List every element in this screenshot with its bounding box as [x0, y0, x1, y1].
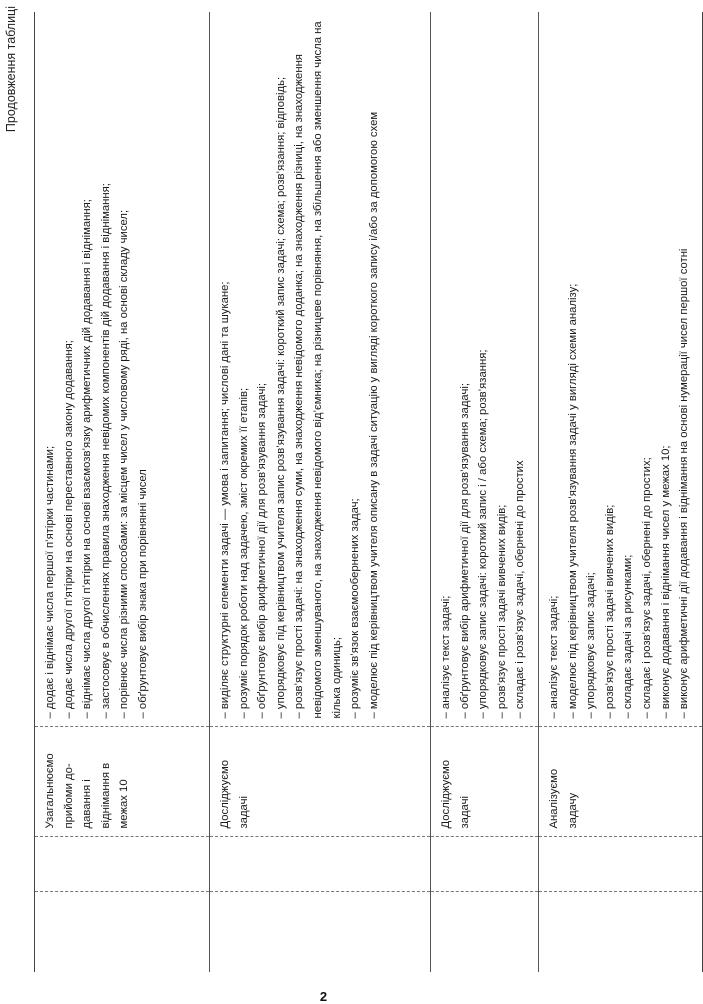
list-item: – аналізує текст задачі; [440, 595, 452, 719]
outcomes-table [34, 12, 703, 972]
list-item: – складає задачі за рисунками; [622, 554, 635, 719]
list-item: – упорядковує під керівництвом учителя запис розв’язування задачі: короткий запис задачі; схема; розв’язання; відповідь; [274, 76, 287, 719]
list-item: – додає числа другої п’ятірки на основі переставного закону додавання; [62, 340, 75, 719]
list-item: – обґрунтовує вибір знака при порівнянні чисел [136, 469, 149, 719]
results-cell [539, 12, 703, 727]
list-item: – розв’язує прості задачі вивчених видів; [603, 504, 616, 719]
list-item: – упорядковує запис задачі: короткий запис і / або схема; розв’язання; [477, 349, 490, 719]
results-list [545, 20, 694, 719]
empty-cell [539, 892, 703, 972]
list-item: – додає і віднімає числа першої п’ятірки частинами; [44, 445, 56, 719]
table-row [431, 12, 539, 972]
list-item: – обґрунтовує вибір арифметичної дії для розв’язування задачі; [256, 382, 269, 719]
empty-cell [431, 892, 539, 972]
list-item: – виконує додавання і віднімання чисел у межах 10; [659, 445, 672, 719]
list-item: – аналізує текст задачі; [548, 595, 560, 719]
page-number: 2 [319, 988, 328, 1004]
list-item: – розуміє порядок роботи над задачею, зміст окремих її етапів; [237, 387, 250, 719]
empty-cell [539, 837, 703, 892]
stage-cell: Аналізуємо задачу [539, 727, 703, 837]
list-item: – моделює під керівництвом учителя описану в задачі ситуацію у вигляді короткого запису і/або за допомогою схем [367, 111, 380, 719]
list-item: – складає і розв’язує задачі, обернені до простих; [640, 457, 653, 719]
empty-cell [35, 837, 210, 892]
list-item: – упорядковує запис задачі; [585, 572, 598, 719]
empty-cell [431, 837, 539, 892]
list-item: – складає і розв’язує задачі, обернені до простих [514, 460, 527, 719]
results-list [437, 20, 530, 719]
stage-cell: Досліджуємо задачі [210, 727, 431, 837]
list-item: – віднімає числа другої п’ятірки на основі взаємозв’язку арифметичних дій додавання і віднімання; [81, 199, 94, 719]
empty-cell [210, 892, 431, 972]
results-list [216, 20, 383, 719]
empty-cell [210, 837, 431, 892]
list-item: – застосовує в обчисленнях правила знаходження невідомих компонентів дій додавання і віднімання; [99, 183, 112, 719]
stage-cell: Узагальнюємо прийоми додавання і віднімання в межах 10 [35, 727, 210, 837]
stage-cell: Досліджуємо задачі [431, 727, 539, 837]
empty-cell [35, 892, 210, 972]
list-item: – розв’язує прості задачі: на знаходження суми, на знаходження невідомого доданка; на знаходження різниці, на знаходження невідомого зменшуваного, на знаходження невідомого від’ємника; на різницеве порівняння, на збільшення або зменшення числа на кілька одиниць; [293, 21, 343, 719]
results-cell [210, 12, 431, 727]
list-item: – порівнює числа різними способами: за місцем чисел у числовому ряді, на основі складу чисел; [118, 209, 131, 719]
table-row [35, 12, 210, 972]
list-item: – моделює під керівництвом учителя розв’язування задачі у вигляді схеми аналізу; [566, 283, 579, 719]
results-cell [35, 12, 210, 727]
table-row [210, 12, 431, 972]
results-list [41, 20, 153, 719]
list-item: – виділяє структурні елементи задачі — умова і запитання; числові дані та шукане; [219, 281, 231, 719]
table-row [539, 12, 703, 972]
continuation-caption: Продовження таблиці [4, 6, 18, 133]
results-cell [431, 12, 539, 727]
list-item: – розуміє зв’язок взаємообернених задач; [349, 498, 362, 719]
list-item: – розв’язує прості задачі вивчених видів; [495, 504, 508, 719]
list-item: – обґрунтовує вибір арифметичної дії для розв’язування задачі; [458, 382, 471, 719]
list-item: – виконує арифметичні дії додавання і віднімання на основі нумерації чисел першої сотні [678, 248, 691, 719]
